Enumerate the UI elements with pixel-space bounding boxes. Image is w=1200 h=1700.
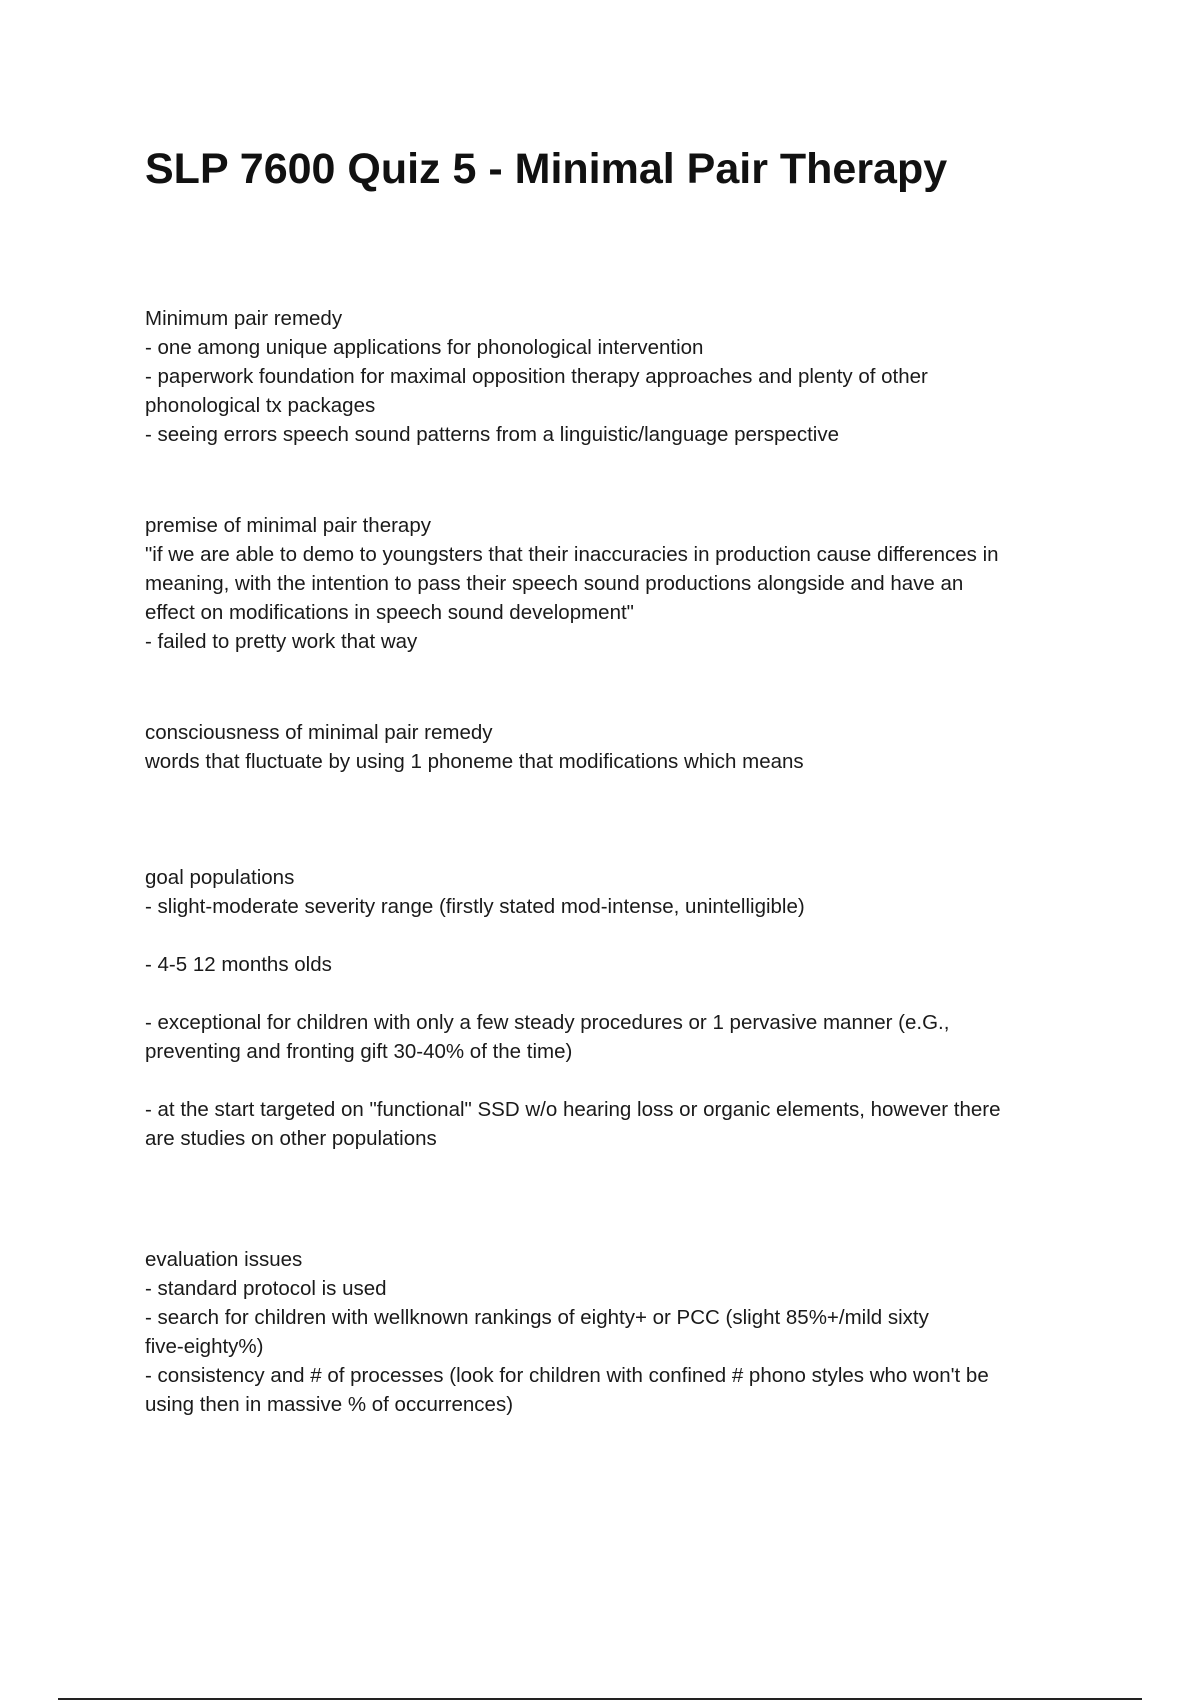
blank-line xyxy=(145,1066,1085,1095)
section-heading: premise of minimal pair therapy xyxy=(145,514,431,537)
section-line: words that fluctuate by using 1 phoneme that modifications which means xyxy=(145,750,804,773)
section-heading: consciousness of minimal pair remedy xyxy=(145,721,493,744)
document-title: SLP 7600 Quiz 5 - Minimal Pair Therapy xyxy=(145,145,948,193)
section-line: preventing and fronting gift 30-40% of the time) xyxy=(145,1040,573,1063)
section-heading: goal populations xyxy=(145,866,295,889)
section-line: five-eighty%) xyxy=(145,1335,264,1358)
section-line: - slight-moderate severity range (firstly stated mod-intense, unintelligible) xyxy=(145,895,805,918)
section-evaluation-issues xyxy=(145,1245,1085,1419)
section-line: using then in massive % of occurrences) xyxy=(145,1393,514,1416)
section-heading: evaluation issues xyxy=(145,1248,303,1271)
section-line: - standard protocol is used xyxy=(145,1277,387,1300)
section-line: are studies on other populations xyxy=(145,1127,437,1150)
section-line: - paperwork foundation for maximal opposition therapy approaches and plenty of other xyxy=(145,365,928,388)
section-line: - seeing errors speech sound patterns from a linguistic/language perspective xyxy=(145,423,839,446)
section-line: - failed to pretty work that way xyxy=(145,630,418,653)
section-line: - 4-5 12 months olds xyxy=(145,953,332,976)
section-premise xyxy=(145,511,1085,656)
blank-line xyxy=(145,979,1085,1008)
section-line: - at the start targeted on "functional" SSD w/o hearing loss or organic elements, however there xyxy=(145,1098,1001,1121)
section-line: - exceptional for children with only a few steady procedures or 1 pervasive manner (e.G., xyxy=(145,1011,950,1034)
section-line: effect on modifications in speech sound development" xyxy=(145,601,634,624)
section-minimum-pair-remedy xyxy=(145,304,1085,449)
section-goal-populations xyxy=(145,863,1085,1153)
section-line: - one among unique applications for phonological intervention xyxy=(145,336,704,359)
section-line: - consistency and # of processes (look for children with confined # phono styles who won't be xyxy=(145,1364,989,1387)
section-line: "if we are able to demo to youngsters that their inaccuracies in production cause differences in xyxy=(145,543,999,566)
section-consciousness xyxy=(145,718,1085,776)
section-line: - search for children with wellknown rankings of eighty+ or PCC (slight 85%+/mild sixty xyxy=(145,1306,929,1329)
section-line: meaning, with the intention to pass their speech sound productions alongside and have an xyxy=(145,572,964,595)
blank-line xyxy=(145,921,1085,950)
section-heading: Minimum pair remedy xyxy=(145,307,343,330)
section-line: phonological tx packages xyxy=(145,394,376,417)
